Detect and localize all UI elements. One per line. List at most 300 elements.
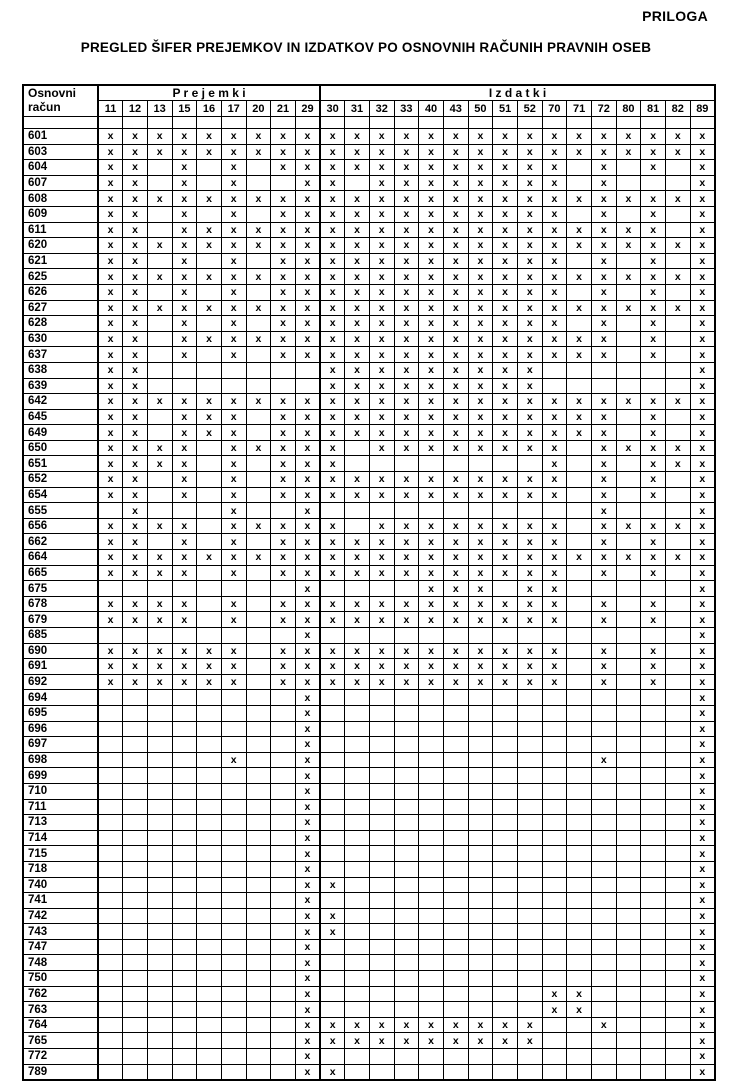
mark-cell — [468, 503, 493, 519]
mark-cell: x — [320, 1033, 345, 1049]
mark-cell — [197, 752, 222, 768]
mark-cell — [369, 503, 394, 519]
mark-cell: x — [591, 612, 616, 628]
mark-cell — [246, 721, 271, 737]
mark-cell: x — [443, 191, 468, 207]
mark-cell: x — [295, 1033, 320, 1049]
mark-cell: x — [345, 238, 370, 254]
mark-cell: x — [123, 409, 148, 425]
mark-cell: x — [493, 362, 518, 378]
mark-cell — [591, 1033, 616, 1049]
mark-cell: x — [641, 253, 666, 269]
mark-cell — [246, 284, 271, 300]
mark-cell — [246, 565, 271, 581]
account-cell: 609 — [23, 206, 98, 222]
mark-cell — [567, 690, 592, 706]
mark-cell — [567, 316, 592, 332]
mark-cell — [567, 160, 592, 176]
mark-cell: x — [394, 191, 419, 207]
mark-cell — [567, 752, 592, 768]
mark-cell — [616, 705, 641, 721]
account-cell: 741 — [23, 893, 98, 909]
mark-cell — [172, 768, 197, 784]
mark-cell: x — [394, 1033, 419, 1049]
mark-cell: x — [221, 503, 246, 519]
mark-cell — [616, 799, 641, 815]
group-header-prejemki: P r e j e m k i — [98, 85, 320, 101]
account-cell: 699 — [23, 768, 98, 784]
mark-cell: x — [665, 456, 690, 472]
mark-cell — [419, 830, 444, 846]
mark-cell: x — [197, 269, 222, 285]
mark-cell: x — [98, 238, 123, 254]
header-columns-row — [23, 101, 715, 117]
mark-cell — [616, 737, 641, 753]
mark-cell: x — [443, 175, 468, 191]
mark-cell — [567, 1064, 592, 1080]
mark-cell: x — [641, 347, 666, 363]
mark-cell — [542, 1049, 567, 1065]
mark-cell — [517, 768, 542, 784]
mark-cell — [665, 347, 690, 363]
mark-cell — [271, 1064, 296, 1080]
mark-cell: x — [369, 175, 394, 191]
mark-cell: x — [320, 1064, 345, 1080]
mark-cell: x — [690, 300, 715, 316]
mark-cell: x — [443, 659, 468, 675]
mark-cell: x — [641, 659, 666, 675]
mark-cell: x — [295, 737, 320, 753]
table-row — [23, 939, 715, 955]
mark-cell — [123, 721, 148, 737]
mark-cell — [147, 253, 172, 269]
mark-cell: x — [369, 347, 394, 363]
mark-cell — [172, 1017, 197, 1033]
mark-cell: x — [295, 986, 320, 1002]
mark-cell — [172, 955, 197, 971]
mark-cell: x — [641, 425, 666, 441]
mark-cell: x — [98, 300, 123, 316]
mark-cell — [493, 799, 518, 815]
mark-cell: x — [690, 830, 715, 846]
mark-cell: x — [616, 300, 641, 316]
mark-cell: x — [295, 861, 320, 877]
mark-cell: x — [591, 596, 616, 612]
table-row — [23, 300, 715, 316]
mark-cell — [542, 752, 567, 768]
mark-cell: x — [271, 440, 296, 456]
mark-cell — [295, 378, 320, 394]
mark-cell — [419, 705, 444, 721]
table-row — [23, 238, 715, 254]
mark-cell: x — [320, 565, 345, 581]
mark-cell: x — [567, 409, 592, 425]
mark-cell — [246, 425, 271, 441]
mark-cell: x — [123, 222, 148, 238]
mark-cell — [616, 1017, 641, 1033]
mark-cell: x — [345, 487, 370, 503]
mark-cell: x — [123, 394, 148, 410]
mark-cell — [320, 768, 345, 784]
mark-cell: x — [295, 939, 320, 955]
mark-cell — [493, 721, 518, 737]
mark-cell: x — [246, 269, 271, 285]
mark-cell: x — [419, 238, 444, 254]
mark-cell: x — [690, 690, 715, 706]
mark-cell: x — [591, 409, 616, 425]
mark-cell — [246, 955, 271, 971]
mark-cell: x — [394, 487, 419, 503]
mark-cell — [98, 1017, 123, 1033]
mark-cell: x — [517, 253, 542, 269]
mark-cell — [271, 986, 296, 1002]
mark-cell — [197, 971, 222, 987]
mark-cell: x — [567, 238, 592, 254]
mark-cell — [591, 908, 616, 924]
mark-cell — [517, 1064, 542, 1080]
account-cell: 715 — [23, 846, 98, 862]
mark-cell: x — [271, 191, 296, 207]
mark-cell — [345, 175, 370, 191]
mark-cell: x — [369, 160, 394, 176]
mark-cell: x — [98, 144, 123, 160]
mark-cell — [641, 1064, 666, 1080]
mark-cell: x — [271, 612, 296, 628]
account-cell: 630 — [23, 331, 98, 347]
mark-cell — [246, 160, 271, 176]
mark-cell: x — [295, 456, 320, 472]
mark-cell: x — [419, 175, 444, 191]
mark-cell — [591, 768, 616, 784]
mark-cell — [147, 378, 172, 394]
mark-cell — [517, 721, 542, 737]
mark-cell: x — [690, 768, 715, 784]
mark-cell: x — [690, 440, 715, 456]
mark-cell — [123, 1002, 148, 1018]
mark-cell — [443, 971, 468, 987]
mark-cell — [197, 830, 222, 846]
mark-cell: x — [345, 362, 370, 378]
mark-cell: x — [493, 378, 518, 394]
mark-cell: x — [295, 144, 320, 160]
mark-cell — [320, 581, 345, 597]
mark-cell: x — [345, 347, 370, 363]
table-row — [23, 752, 715, 768]
table-row — [23, 908, 715, 924]
mark-cell: x — [320, 284, 345, 300]
mark-cell — [98, 815, 123, 831]
mark-cell: x — [690, 269, 715, 285]
mark-cell — [567, 815, 592, 831]
col-header-31: 31 — [345, 101, 370, 117]
mark-cell: x — [419, 253, 444, 269]
mark-cell: x — [468, 487, 493, 503]
mark-cell — [641, 846, 666, 862]
mark-cell: x — [271, 409, 296, 425]
mark-cell — [147, 1033, 172, 1049]
mark-cell — [98, 986, 123, 1002]
mark-cell: x — [246, 440, 271, 456]
mark-cell: x — [665, 269, 690, 285]
mark-cell — [197, 362, 222, 378]
mark-cell: x — [443, 206, 468, 222]
mark-cell: x — [246, 191, 271, 207]
mark-cell — [419, 986, 444, 1002]
table-row — [23, 175, 715, 191]
mark-cell — [665, 581, 690, 597]
mark-cell: x — [221, 191, 246, 207]
mark-cell: x — [690, 752, 715, 768]
mark-cell: x — [591, 316, 616, 332]
mark-cell — [246, 409, 271, 425]
mark-cell — [542, 815, 567, 831]
mark-cell: x — [419, 550, 444, 566]
mark-cell: x — [221, 253, 246, 269]
mark-cell: x — [221, 269, 246, 285]
mark-cell — [271, 581, 296, 597]
mark-cell: x — [517, 518, 542, 534]
mark-cell — [567, 581, 592, 597]
mark-cell: x — [690, 456, 715, 472]
mark-cell — [567, 893, 592, 909]
mark-cell: x — [641, 440, 666, 456]
mark-cell — [567, 861, 592, 877]
mark-cell: x — [123, 269, 148, 285]
mark-cell — [246, 612, 271, 628]
mark-cell: x — [493, 347, 518, 363]
table-row — [23, 472, 715, 488]
mark-cell: x — [690, 534, 715, 550]
mark-cell — [369, 737, 394, 753]
table-row — [23, 674, 715, 690]
mark-cell: x — [98, 659, 123, 675]
mark-cell: x — [591, 253, 616, 269]
mark-cell: x — [493, 238, 518, 254]
col-header-82: 82 — [665, 101, 690, 117]
account-cell: 718 — [23, 861, 98, 877]
mark-cell — [197, 472, 222, 488]
mark-cell: x — [369, 331, 394, 347]
account-cell: 685 — [23, 628, 98, 644]
mark-cell — [271, 908, 296, 924]
mark-cell — [419, 456, 444, 472]
mark-cell: x — [147, 550, 172, 566]
mark-cell — [369, 846, 394, 862]
mark-cell: x — [295, 316, 320, 332]
mark-cell — [221, 705, 246, 721]
mark-cell — [172, 877, 197, 893]
mark-cell — [665, 487, 690, 503]
mark-cell — [616, 721, 641, 737]
mark-cell: x — [690, 487, 715, 503]
mark-cell: x — [295, 1002, 320, 1018]
mark-cell — [665, 222, 690, 238]
mark-cell: x — [369, 550, 394, 566]
mark-cell: x — [320, 238, 345, 254]
mark-cell: x — [221, 316, 246, 332]
mark-cell — [147, 1064, 172, 1080]
mark-cell — [419, 628, 444, 644]
mark-cell — [665, 690, 690, 706]
mark-cell: x — [493, 596, 518, 612]
mark-cell — [271, 175, 296, 191]
mark-cell: x — [394, 596, 419, 612]
account-cell: 603 — [23, 144, 98, 160]
mark-cell: x — [468, 300, 493, 316]
mark-cell: x — [690, 955, 715, 971]
mark-cell: x — [443, 331, 468, 347]
mark-cell: x — [542, 596, 567, 612]
mark-cell — [197, 690, 222, 706]
mark-cell: x — [419, 565, 444, 581]
mark-cell: x — [123, 206, 148, 222]
mark-cell — [147, 815, 172, 831]
mark-cell: x — [98, 331, 123, 347]
mark-cell — [665, 986, 690, 1002]
mark-cell — [345, 690, 370, 706]
mark-cell: x — [419, 425, 444, 441]
mark-cell — [147, 316, 172, 332]
mark-cell: x — [517, 440, 542, 456]
mark-cell: x — [345, 1033, 370, 1049]
mark-cell — [419, 783, 444, 799]
mark-cell — [616, 674, 641, 690]
mark-cell: x — [246, 238, 271, 254]
mark-cell — [246, 924, 271, 940]
mark-cell: x — [98, 643, 123, 659]
table-row — [23, 534, 715, 550]
mark-cell — [542, 939, 567, 955]
mark-cell: x — [641, 394, 666, 410]
mark-cell — [493, 503, 518, 519]
mark-cell: x — [271, 160, 296, 176]
mark-cell: x — [369, 206, 394, 222]
mark-cell — [271, 705, 296, 721]
mark-cell: x — [542, 206, 567, 222]
mark-cell — [616, 487, 641, 503]
mark-cell — [591, 721, 616, 737]
mark-cell: x — [567, 394, 592, 410]
mark-cell: x — [493, 534, 518, 550]
mark-cell — [567, 175, 592, 191]
mark-cell — [197, 117, 222, 129]
mark-cell: x — [295, 705, 320, 721]
mark-cell — [320, 705, 345, 721]
mark-cell — [493, 986, 518, 1002]
mark-cell: x — [295, 721, 320, 737]
mark-cell: x — [172, 440, 197, 456]
mark-cell: x — [98, 269, 123, 285]
mark-cell — [641, 1017, 666, 1033]
mark-cell: x — [172, 612, 197, 628]
mark-cell — [369, 1049, 394, 1065]
mark-cell — [123, 1049, 148, 1065]
mark-cell — [345, 908, 370, 924]
account-cell: 627 — [23, 300, 98, 316]
mark-cell: x — [517, 534, 542, 550]
mark-cell: x — [172, 300, 197, 316]
mark-cell — [517, 737, 542, 753]
mark-cell — [468, 924, 493, 940]
mark-cell — [147, 206, 172, 222]
mark-cell — [172, 1033, 197, 1049]
mark-cell — [419, 752, 444, 768]
mark-cell: x — [443, 425, 468, 441]
mark-cell — [345, 518, 370, 534]
mark-cell — [591, 362, 616, 378]
mark-cell: x — [295, 503, 320, 519]
table-row — [23, 690, 715, 706]
mark-cell — [172, 924, 197, 940]
mark-cell — [616, 955, 641, 971]
mark-cell: x — [641, 300, 666, 316]
mark-cell — [493, 846, 518, 862]
mark-cell — [123, 783, 148, 799]
mark-cell — [443, 830, 468, 846]
table-row — [23, 222, 715, 238]
mark-cell — [468, 986, 493, 1002]
mark-cell: x — [591, 284, 616, 300]
col-header-81: 81 — [641, 101, 666, 117]
mark-cell: x — [394, 362, 419, 378]
mark-cell: x — [172, 206, 197, 222]
mark-cell: x — [591, 440, 616, 456]
mark-cell — [172, 581, 197, 597]
mark-cell — [394, 581, 419, 597]
mark-cell — [542, 737, 567, 753]
mark-cell: x — [172, 565, 197, 581]
mark-cell: x — [493, 612, 518, 628]
mark-cell — [147, 799, 172, 815]
mark-cell: x — [665, 129, 690, 145]
mark-cell — [517, 117, 542, 129]
mark-cell: x — [690, 581, 715, 597]
mark-cell: x — [641, 409, 666, 425]
mark-cell — [345, 1049, 370, 1065]
mark-cell — [123, 117, 148, 129]
mark-cell: x — [468, 238, 493, 254]
mark-cell: x — [271, 394, 296, 410]
mark-cell: x — [542, 269, 567, 285]
mark-cell: x — [369, 238, 394, 254]
mark-cell: x — [591, 472, 616, 488]
mark-cell: x — [295, 300, 320, 316]
mark-cell: x — [320, 222, 345, 238]
mark-cell: x — [690, 472, 715, 488]
mark-cell: x — [295, 394, 320, 410]
mark-cell — [665, 628, 690, 644]
mark-cell: x — [690, 394, 715, 410]
mark-cell: x — [320, 191, 345, 207]
mark-cell: x — [641, 456, 666, 472]
mark-cell: x — [567, 986, 592, 1002]
mark-cell — [246, 674, 271, 690]
mark-cell: x — [493, 1017, 518, 1033]
mark-cell: x — [394, 472, 419, 488]
mark-cell: x — [542, 394, 567, 410]
mark-cell: x — [123, 316, 148, 332]
mark-cell — [468, 939, 493, 955]
mark-cell — [394, 737, 419, 753]
mark-cell: x — [690, 316, 715, 332]
mark-cell: x — [123, 612, 148, 628]
mark-cell — [271, 721, 296, 737]
mark-cell — [147, 362, 172, 378]
mark-cell — [468, 456, 493, 472]
mark-cell — [616, 472, 641, 488]
mark-cell — [616, 409, 641, 425]
mark-cell: x — [493, 191, 518, 207]
